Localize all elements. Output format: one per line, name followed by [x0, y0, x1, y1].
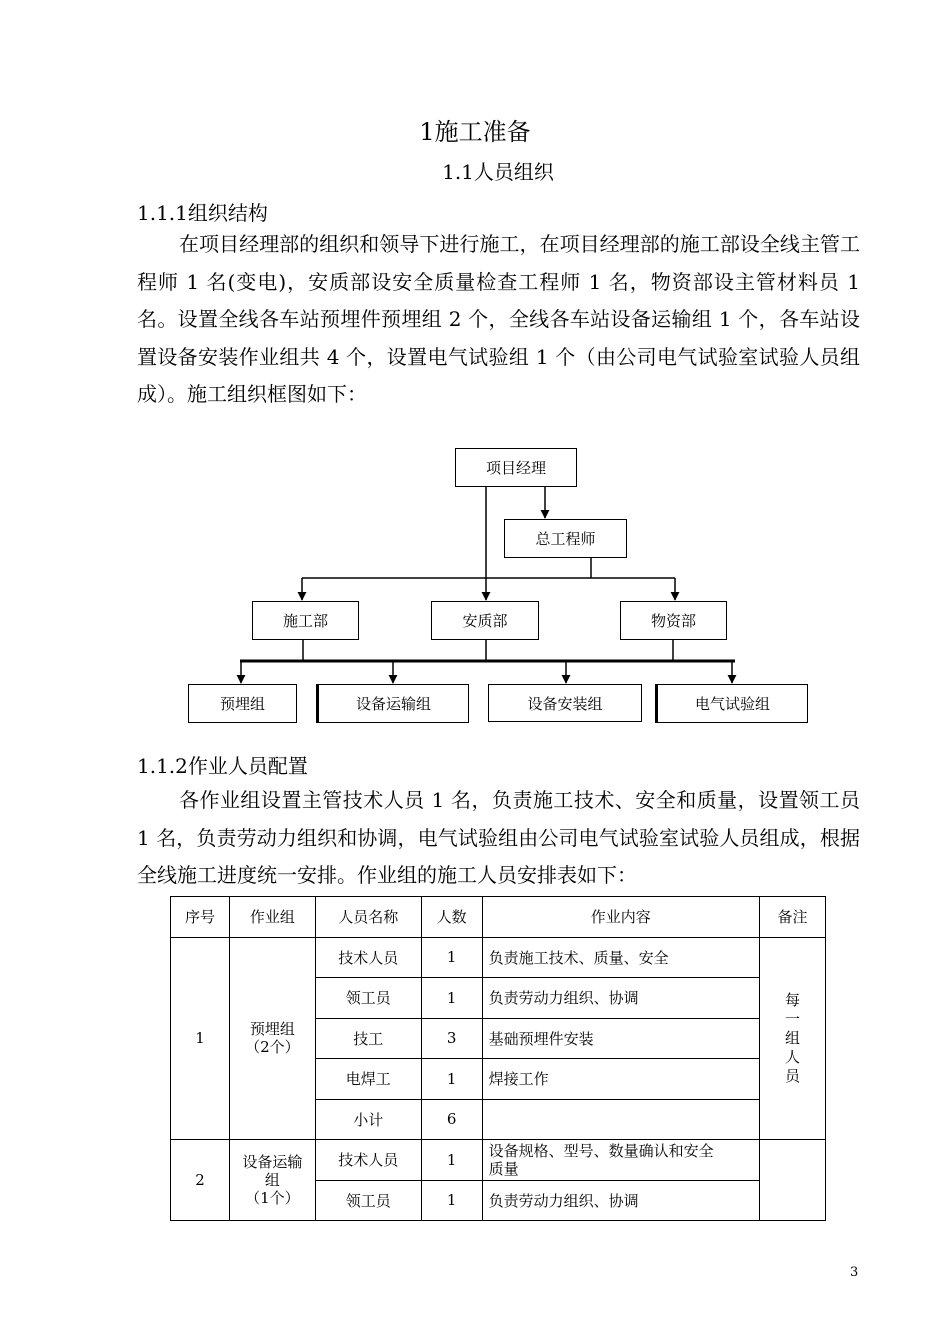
work-line: 设备规格、型号、数量确认和安全	[488, 1141, 714, 1160]
role-cell: 技术人员	[315, 1140, 421, 1181]
group-number: 1	[171, 937, 230, 1140]
work-cell: 基础预埋件安装	[482, 1018, 759, 1059]
page-number: 3	[850, 1265, 859, 1280]
group-name-line: 预埋组	[249, 1020, 295, 1039]
table-row	[171, 937, 826, 978]
note-char: 一	[785, 1009, 801, 1028]
page-heading: 1施工准备	[419, 118, 531, 146]
org-box-construction-dept: 施工部	[252, 601, 359, 640]
subsection-heading-staffing: 1.1.2作业人员配置	[137, 754, 308, 778]
group-name	[229, 1140, 315, 1221]
group-name-line: 设备运输	[242, 1153, 303, 1171]
org-box-installation-group: 设备安装组	[488, 684, 642, 722]
section-heading: 1.1人员组织	[442, 160, 554, 184]
work-cell: 负责劳动力组织、协调	[482, 978, 759, 1019]
table-header-row	[171, 897, 826, 938]
org-box-materials-dept: 物资部	[620, 601, 727, 640]
org-box-electrical-test-group: 电气试验组	[655, 684, 808, 723]
work-line: 质量	[488, 1159, 519, 1178]
group-name-line: 组	[264, 1171, 280, 1189]
subsection-heading-org: 1.1.1组织结构	[137, 201, 268, 225]
group-name-line: （1个）	[245, 1189, 300, 1207]
table-row	[171, 1140, 826, 1181]
count-cell: 3	[421, 1018, 482, 1059]
note-char: 组	[785, 1028, 801, 1047]
count-cell: 1	[421, 978, 482, 1019]
role-cell: 领工员	[315, 978, 421, 1019]
table-header: 作业内容	[482, 897, 759, 938]
role-cell: 小计	[315, 1099, 421, 1140]
work-cell	[482, 1099, 759, 1140]
count-cell: 1	[421, 1140, 482, 1181]
count-cell: 1	[421, 937, 482, 978]
note-char: 每	[785, 990, 801, 1009]
staffing-description: 各作业组设置主管技术人员 1 名，负责施工技术、安全和质量，设置领工员 1 名，负责劳动力组织和协调，电气试验组由公司电气试验室试验人员组成，根据全线施工进度统一安排。作业组的施工人员安排表如下：	[137, 788, 860, 887]
work-cell	[482, 1140, 759, 1181]
note-char: 人	[785, 1047, 801, 1066]
group-number: 2	[171, 1140, 230, 1221]
note-cell-empty	[760, 1140, 826, 1221]
table-header: 序号	[171, 897, 230, 938]
org-box-quality-dept: 安质部	[431, 601, 539, 640]
role-cell: 电焊工	[315, 1059, 421, 1100]
role-cell: 技术人员	[315, 937, 421, 978]
org-box-chief-engineer: 总工程师	[504, 519, 627, 558]
work-cell: 负责劳动力组织、协调	[482, 1180, 759, 1221]
org-box-project-manager: 项目经理	[455, 448, 577, 487]
group-name-line: （2个）	[245, 1038, 300, 1057]
role-cell: 领工员	[315, 1180, 421, 1221]
staffing-table	[170, 896, 826, 1221]
org-box-embedding-group: 预埋组	[188, 684, 297, 723]
org-description: 在项目经理部的组织和领导下进行施工，在项目经理部的施工部设全线主管工程师 1 名(变电)，安质部设安全质量检查工程师 1 名，物资部设主管材料员 1 名。设置全线各车站预埋件预埋组 2 个，全线各车站设备运输组 1 个，各车站设置设备安装作业组共 4 个，设置电气试验组 1 个（由公司电气试验室试验人员组成）。施工组织框图如下：	[137, 232, 860, 406]
count-cell: 1	[421, 1059, 482, 1100]
work-cell: 负责施工技术、质量、安全	[482, 937, 759, 978]
note-cell	[760, 937, 826, 1140]
group-name	[229, 937, 315, 1140]
table-header: 人员名称	[315, 897, 421, 938]
work-cell: 焊接工作	[482, 1059, 759, 1100]
org-box-transport-group: 设备运输组	[316, 684, 469, 723]
table-header: 人数	[421, 897, 482, 938]
count-cell: 6	[421, 1099, 482, 1140]
role-cell: 技工	[315, 1018, 421, 1059]
table-header: 作业组	[229, 897, 315, 938]
count-cell: 1	[421, 1180, 482, 1221]
table-header: 备注	[760, 897, 826, 938]
note-char: 员	[785, 1066, 801, 1085]
